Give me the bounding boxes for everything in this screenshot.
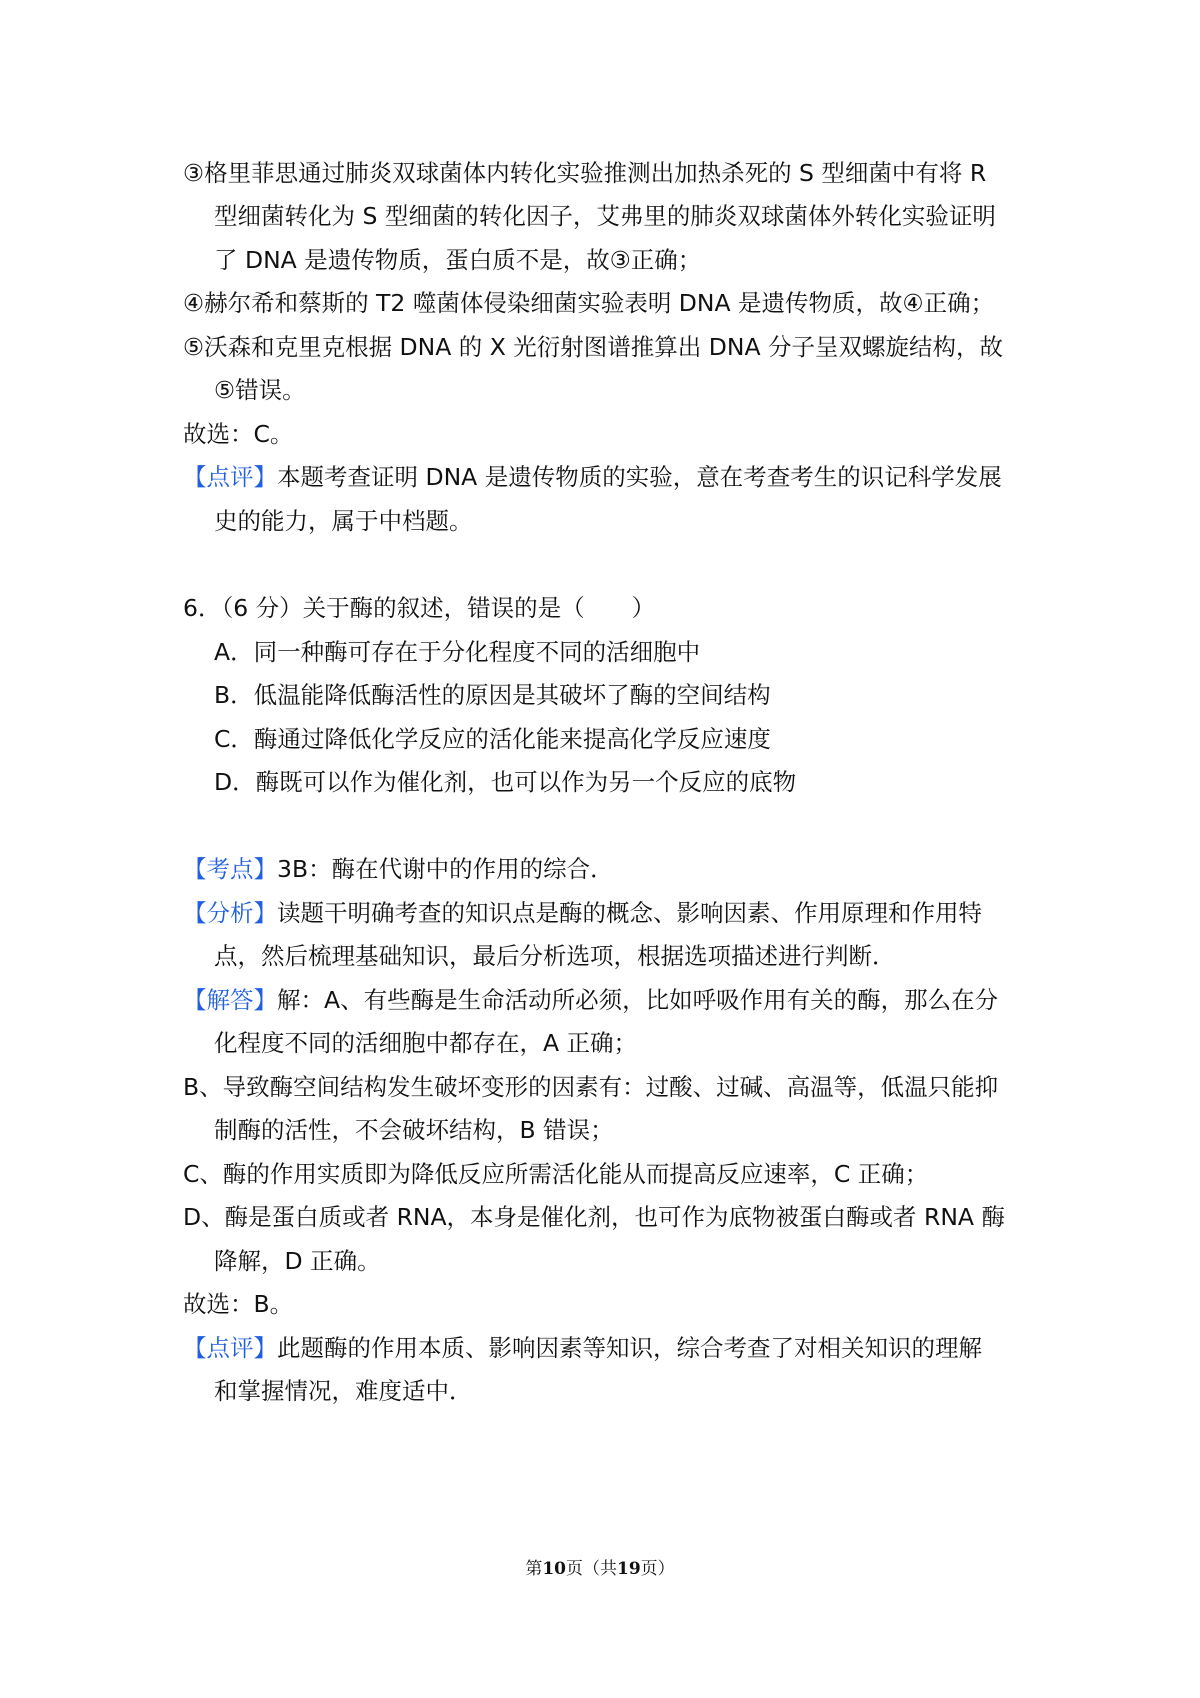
option-b: B．低温能降低酶活性的原因是其破坏了酶的空间结构 [214, 681, 771, 709]
option-c-analysis: C、酶的作用实质即为降低反应所需活化能从而提高反应速率，C 正确； [183, 1160, 929, 1188]
prev-answer-choice: 故选：C。 [183, 420, 294, 448]
jieda-text: 解：A、有些酶是生命活动所必须，比如呼吸作用有关的酶，那么在分 [277, 986, 999, 1014]
option-b-analysis-line1: B、导致酶空间结构发生破坏变形的因素有：过酸、过碱、高温等，低温只能抑 [183, 1073, 999, 1101]
analysis-item5-line2: ⑤错误。 [214, 376, 306, 404]
prev-review-line1 [183, 461, 1002, 493]
analysis-item4: ④赫尔希和蔡斯的 T2 噬菌体侵染细菌实验表明 DNA 是遗传物质，故④正确； [183, 289, 995, 317]
option-c: C．酶通过降低化学反应的活化能来提高化学反应速度 [214, 725, 771, 753]
jieda-line2: 化程度不同的活细胞中都存在，A 正确； [214, 1029, 638, 1057]
footer-prefix: 第 [525, 1559, 543, 1579]
prev-review-line2: 史的能力，属于中档题。 [214, 507, 473, 535]
option-d: D．酶既可以作为催化剂，也可以作为另一个反应的底物 [214, 768, 797, 796]
question-stem: 6．（6 分）关于酶的叙述，错误的是（ ） [183, 594, 656, 622]
footer-middle: 页（共 [566, 1559, 617, 1579]
kaodian-text: 3B：酶在代谢中的作用的综合． [277, 855, 614, 883]
analysis-item3-line3: 了 DNA 是遗传物质，蛋白质不是，故③正确； [214, 246, 702, 274]
page-footer [0, 1557, 1200, 1581]
jieda-line1 [183, 984, 998, 1016]
fenxi-text: 读题干明确考查的知识点是酶的概念、影响因素、作用原理和作用特 [277, 899, 982, 927]
review-line1 [183, 1332, 982, 1364]
fenxi-tag: 【分析】 [183, 899, 277, 927]
review-text: 此题酶的作用本质、影响因素等知识，综合考查了对相关知识的理解 [277, 1334, 982, 1362]
option-a: A．同一种酶可存在于分化程度不同的活细胞中 [214, 638, 701, 666]
analysis-item3-line1: ③格里菲思通过肺炎双球菌体内转化实验推测出加热杀死的 S 型细菌中有将 R [183, 159, 987, 187]
analysis-item5-line1: ⑤沃森和克里克根据 DNA 的 X 光衍射图谱推算出 DNA 分子呈双螺旋结构，故 [183, 333, 1003, 361]
option-b-analysis-line2: 制酶的活性，不会破坏结构，B 错误； [214, 1116, 614, 1144]
kaodian-line [183, 853, 614, 885]
footer-suffix: 页） [640, 1559, 675, 1579]
kaodian-tag: 【考点】 [183, 855, 277, 883]
jieda-tag: 【解答】 [183, 986, 277, 1014]
review-tag: 【点评】 [183, 1334, 277, 1362]
review-line2: 和掌握情况，难度适中． [214, 1377, 473, 1405]
option-d-analysis-line2: 降解，D 正确。 [214, 1247, 381, 1275]
total-pages: 19 [617, 1559, 641, 1579]
fenxi-line2: 点，然后梳理基础知识，最后分析选项，根据选项描述进行判断． [214, 942, 896, 970]
fenxi-line1 [183, 897, 982, 929]
option-d-analysis-line1: D、酶是蛋白质或者 RNA，本身是催化剂，也可作为底物被蛋白酶或者 RNA 酶 [183, 1203, 1005, 1231]
answer-choice: 故选：B。 [183, 1290, 294, 1318]
review-text: 本题考查证明 DNA 是遗传物质的实验，意在考查考生的识记科学发展 [277, 463, 1002, 491]
review-tag: 【点评】 [183, 463, 277, 491]
analysis-item3-line2: 型细菌转化为 S 型细菌的转化因子，艾弗里的肺炎双球菌体外转化实验证明 [214, 202, 996, 230]
page-number: 10 [542, 1559, 566, 1579]
